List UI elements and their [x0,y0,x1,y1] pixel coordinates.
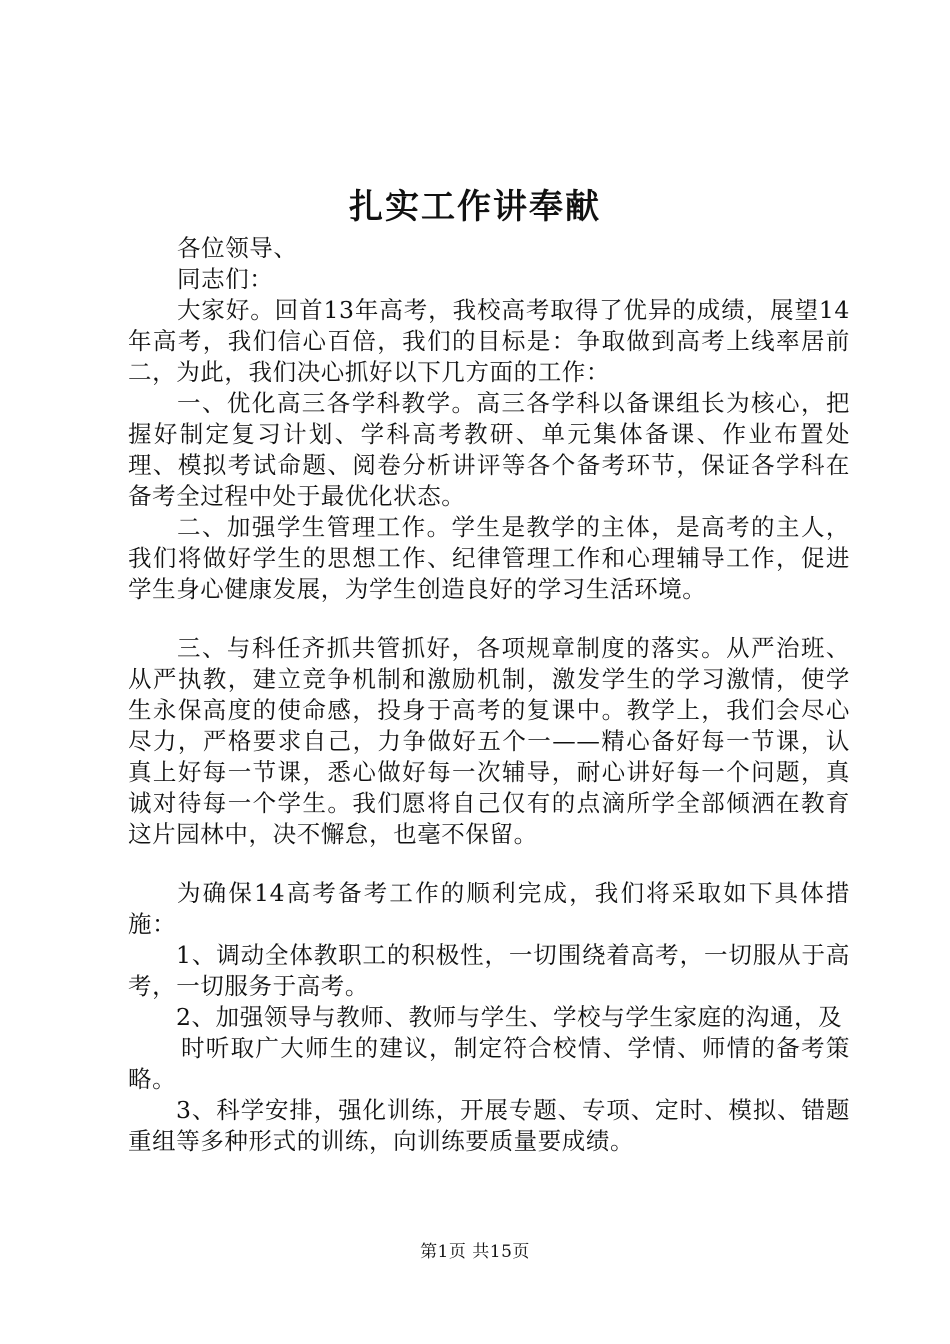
page-number-footer: 第1页 共15页 [420,1242,530,1262]
paragraph-spacer [128,605,850,633]
measure-item-3: 3、科学安排，强化训练，开展专题、专项、定时、模拟、错题重组等多种形式的训练，向训练要质量要成绩。 [128,1096,850,1155]
paragraph-point-2: 二、加强学生管理工作。学生是教学的主体，是高考的主人，我们将做好学生的思想工作、纪律管理工作和心理辅导工作，促进学生身心健康发展，为学生创造良好的学习生活环境。 [128,513,850,603]
paragraph-point-1: 一、优化高三各学科教学。高三各学科以备课组长为核心，把握好制定复习计划、学科高考教研、单元集体备课、作业布置处理、模拟考试命题、阅卷分析讲评等各个备考环节，保证各学科在备考全过程中处于最优化状态。 [128,389,850,510]
document-title: 扎实工作讲奉献 [349,187,601,227]
measure-item-1: 1、调动全体教职工的积极性，一切围绕着高考，一切服从于高考，一切服务于高考。 [128,941,850,1000]
paragraph-spacer [128,850,850,878]
paragraph-point-3: 三、与科任齐抓共管抓好，各项规章制度的落实。从严治班、从严执教，建立竞争机制和激励机制，激发学生的学习激情，使学生永保高度的使命感，投身于高考的复课中。教学上，我们会尽心尽力，严格要求自己，力争做好五个一——精心备好每一节课，认真上好每一节课，悉心做好每一次辅导，耐心讲好每一个问题，真诚对待每一个学生。我们愿将自己仅有的点滴所学全部倾洒在教育这片园林中，决不懈怠，也毫不保留。 [128,634,850,848]
measure-item-2-continued: 时听取广大师生的建议，制定符合校情、学情、师情的备考策略。 [128,1034,850,1093]
paragraph-intro: 大家好。回首13年高考，我校高考取得了优异的成绩，展望14年高考，我们信心百倍，我们的目标是：争取做到高考上线率居前二，为此，我们决心抓好以下几方面的工作： [128,296,850,386]
document-body [128,233,850,1157]
salutation-comrades: 同志们： [177,265,274,293]
measure-item-2: 2、加强领导与教师、教师与学生、学校与学生家庭的沟通，及 [176,1003,843,1031]
salutation-leaders: 各位领导、 [177,234,298,262]
paragraph-measures-intro: 为确保14高考备考工作的顺利完成，我们将采取如下具体措施： [128,879,850,938]
